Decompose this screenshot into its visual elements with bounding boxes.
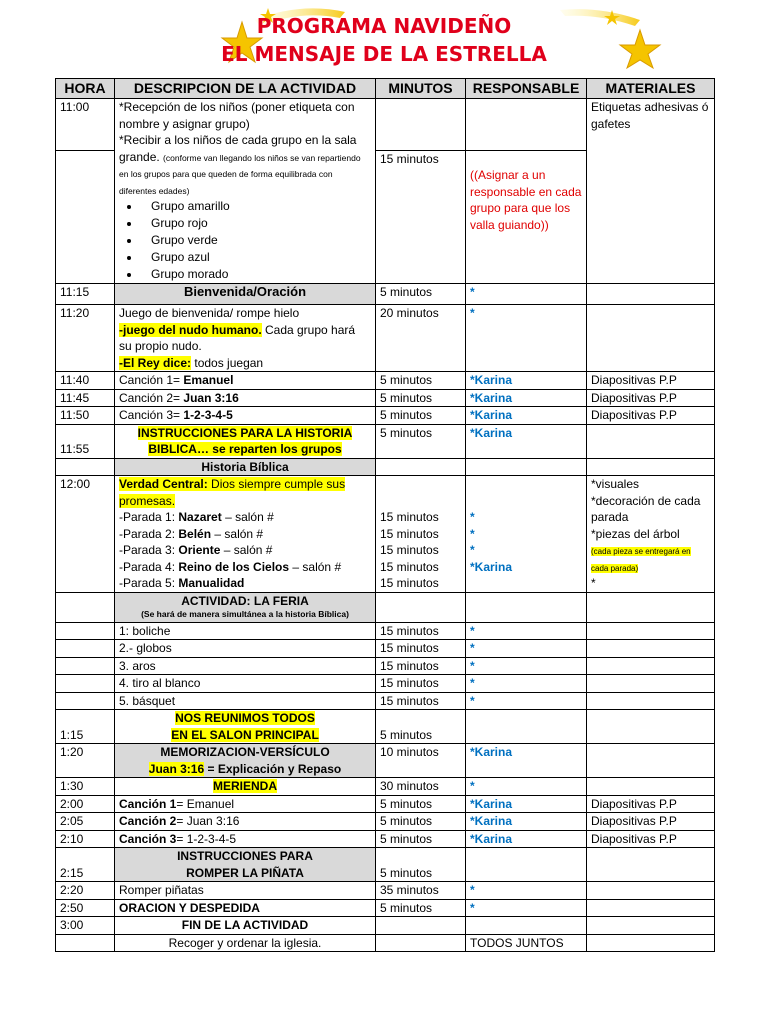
responsible-cell: * (466, 657, 587, 675)
memorization-detail (119, 761, 371, 778)
time-cell (56, 934, 115, 952)
table-row (56, 458, 715, 476)
table-row (56, 917, 715, 935)
simon-says-text: todos juegan (191, 355, 264, 370)
responsible-cell: *Karina (466, 424, 587, 458)
table-row (56, 622, 715, 640)
list-item: -Parada 1: Nazaret – salón # (119, 510, 274, 524)
minutes-cell: 5 minutos (376, 424, 466, 458)
simon-says-line (119, 355, 371, 372)
table-row (56, 692, 715, 710)
minutes-cell: 15 minutos (376, 151, 466, 284)
table-row (56, 710, 715, 744)
minutes-cell: 15 minutos (376, 675, 466, 693)
table-row (56, 476, 715, 593)
time-cell (56, 622, 115, 640)
receive-line (119, 132, 371, 198)
simon-says-label: -El Rey dice: (119, 355, 192, 370)
human-knot-line (119, 322, 371, 355)
minutes-cell: 15 minutos (376, 640, 466, 658)
song-prefix: Canción 2= (119, 390, 184, 405)
list-item: -Parada 5: Manualidad (119, 576, 245, 590)
materials-cell (587, 899, 715, 917)
minutes-cell: 15 minutos (376, 622, 466, 640)
table-row (56, 744, 715, 778)
time-cell: 3:00 (56, 917, 115, 935)
description-cell (115, 372, 376, 390)
verse-detail: = Explicación y Repaso (204, 761, 342, 776)
description-cell: FIN DE LA ACTIVIDAD (115, 917, 376, 935)
song-prefix: Canción 3= (119, 408, 184, 422)
table-row (56, 424, 715, 458)
time-cell (56, 640, 115, 658)
central-truth-label: Verdad Central: (119, 477, 208, 491)
table-row (56, 934, 715, 952)
list-item: -Parada 3: Oriente – salón # (119, 543, 273, 557)
time-cell: 11:55 (56, 424, 115, 458)
minutes-cell: 15 minutos 15 minutos 15 minutos 15 minutos 15 minutos (376, 476, 466, 593)
time-cell: 12:00 (56, 476, 115, 593)
song-title: = Juan 3:16 (176, 814, 240, 828)
responsible-cell: * (466, 675, 587, 693)
list-item: -Parada 2: Belén – salón # (119, 526, 264, 541)
description-cell: Bienvenida/Oración (115, 284, 376, 305)
gather-line-2: EN EL SALON PRINCIPAL (171, 727, 319, 742)
table-row (56, 795, 715, 813)
header (0, 0, 768, 78)
reception-text: *Recepción de los niños (poner etiqueta con nombre y asignar grupo) (119, 100, 355, 131)
instructions-line-2: BIBLICA… se reparten los grupos (148, 442, 342, 456)
time-cell (56, 657, 115, 675)
minutes-cell: 5 minutos (376, 795, 466, 813)
list-item: • Grupo azul (141, 249, 371, 266)
materials-cell (587, 622, 715, 640)
col-header-hora: HORA (56, 79, 115, 99)
materials-cell: Diapositivas P.P (587, 813, 715, 831)
description-cell: 3. aros (115, 657, 376, 675)
central-truth-text: Dios siempre cumple sus promesas. (119, 477, 346, 508)
minutes-cell: 10 minutos (376, 744, 466, 778)
minutes-cell (376, 458, 466, 476)
description-cell (115, 305, 376, 372)
table-row (56, 675, 715, 693)
time-cell: 2:20 (56, 882, 115, 900)
minutes-cell: 5 minutos (376, 899, 466, 917)
time-cell (56, 692, 115, 710)
responsible-cell: * * * *Karina (466, 476, 587, 593)
materials-cell (587, 284, 715, 305)
table-header-row (56, 79, 715, 99)
time-cell (56, 458, 115, 476)
song-title: Emanuel (183, 373, 234, 387)
table-row (56, 657, 715, 675)
minutes-cell: 5 minutos (376, 389, 466, 407)
table-row (56, 389, 715, 407)
list-item: • Grupo amarillo (141, 198, 371, 215)
time-cell (56, 675, 115, 693)
responsible-cell: * (466, 882, 587, 900)
materials-cell: Diapositivas P.P (587, 407, 715, 425)
human-knot-text: Cada grupo hará su propio nudo. (119, 322, 356, 353)
materials-cell (587, 675, 715, 693)
list-item: • Grupo rojo (141, 215, 371, 232)
receive-text: *Recibir a los niños de cada grupo en la sala grande. (119, 133, 357, 164)
time-cell: 11:00 (56, 99, 115, 151)
minutes-cell: 5 minutos (376, 830, 466, 848)
stars-decoration (0, 0, 768, 78)
instructions-line-1: INSTRUCCIONES PARA LA HISTORIA (137, 425, 353, 440)
feria-note: (Se hará de manera simultánea a la historia Bíblica) (141, 609, 349, 619)
time-cell: 2:10 (56, 830, 115, 848)
description-cell: 5. básquet (115, 692, 376, 710)
table-row (56, 372, 715, 390)
description-cell (115, 424, 376, 458)
responsible-cell (466, 592, 587, 622)
description-cell (115, 813, 376, 831)
verse-ref: Juan 3:16 (148, 761, 205, 776)
song-prefix: Canción 1= (119, 373, 184, 387)
minutes-cell (376, 917, 466, 935)
table-row (56, 830, 715, 848)
time-cell: 11:45 (56, 389, 115, 407)
title-line-1: PROGRAMA NAVIDEÑO (256, 14, 512, 38)
section-label: Historia Bíblica (115, 458, 376, 476)
song-title: Juan 3:16 (183, 390, 239, 405)
responsible-cell: *Karina (466, 830, 587, 848)
materials-cell: Diapositivas P.P (587, 795, 715, 813)
description-cell: Romper piñatas (115, 882, 376, 900)
materials-cell: Diapositivas P.P (587, 830, 715, 848)
pinata-instructions-line-2: ROMPER LA PIÑATA (186, 865, 304, 880)
description-cell: Recoger y ordenar la iglesia. (115, 934, 376, 952)
materials-note: (cada pieza se entregará en cada parada) (591, 547, 691, 573)
feria-title: ACTIVIDAD: LA FERIA (181, 593, 309, 608)
col-header-minutos: MINUTOS (376, 79, 466, 99)
time-cell (56, 592, 115, 622)
table-row (56, 882, 715, 900)
responsible-cell (466, 458, 587, 476)
time-cell: 11:40 (56, 372, 115, 390)
col-header-descripcion: DESCRIPCION DE LA ACTIVIDAD (115, 79, 376, 99)
description-cell (115, 99, 376, 284)
table-row (56, 899, 715, 917)
responsible-cell: * (466, 778, 587, 796)
minutes-cell: 30 minutos (376, 778, 466, 796)
responsible-note: ((Asignar a un responsable en cada grupo para que los valla guiando)) (470, 168, 582, 232)
time-cell: 1:30 (56, 778, 115, 796)
memorization-title: MEMORIZACION-VERSÍCULO (160, 745, 330, 759)
song-prefix: Canción 1 (119, 796, 177, 811)
materials-cell (587, 882, 715, 900)
title-line-2: EL MENSAJE DE LA ESTRELLA (221, 42, 547, 66)
description-cell (115, 744, 376, 778)
time-cell: 1:20 (56, 744, 115, 778)
human-knot-label: -juego del nudo humano. (119, 322, 262, 337)
responsible-cell: * (466, 640, 587, 658)
minutes-cell: 15 minutos (376, 692, 466, 710)
materials-cell (587, 424, 715, 458)
description-cell: 4. tiro al blanco (115, 675, 376, 693)
time-cell: 2:05 (56, 813, 115, 831)
materials-cell (587, 917, 715, 935)
responsible-cell (466, 848, 587, 882)
description-cell (115, 848, 376, 882)
time-cell: 11:15 (56, 284, 115, 305)
table-row (56, 592, 715, 622)
responsible-cell: *Karina (466, 813, 587, 831)
description-cell: ORACION Y DESPEDIDA (115, 899, 376, 917)
col-header-responsable: RESPONSABLE (466, 79, 587, 99)
gather-line-1: NOS REUNIMOS TODOS (175, 711, 315, 725)
table-row (56, 848, 715, 882)
materials-cell (587, 305, 715, 372)
responsible-cell: * (466, 305, 587, 372)
responsible-cell: *Karina (466, 372, 587, 390)
group-list (119, 198, 371, 283)
responsible-cell: * (466, 692, 587, 710)
song-prefix: Canción 3 (119, 831, 177, 846)
description-cell (115, 476, 376, 593)
responsible-cell (466, 710, 587, 744)
materials-cell (587, 458, 715, 476)
materials-cell (587, 710, 715, 744)
time-cell: 11:50 (56, 407, 115, 425)
time-cell: 2:15 (56, 848, 115, 882)
responsible-cell (466, 917, 587, 935)
description-cell (115, 389, 376, 407)
minutes-cell: 5 minutos (376, 372, 466, 390)
receive-note: (conforme van llegando los niños se van repartiendo en los grupos para que queden de forma equilibrada con diferentes edades) (119, 152, 361, 196)
minutes-cell: 5 minutos (376, 848, 466, 882)
materials-cell (587, 848, 715, 882)
materials-cell: Diapositivas P.P (587, 372, 715, 390)
minutes-cell: 5 minutos (376, 284, 466, 305)
materials-cell: Diapositivas P.P (587, 389, 715, 407)
minutes-cell: 20 minutos (376, 305, 466, 372)
table-row (56, 407, 715, 425)
responsible-cell: *Karina (466, 389, 587, 407)
central-truth (119, 476, 371, 509)
materials-cell (587, 934, 715, 952)
table-row (56, 813, 715, 831)
materials-cell (587, 657, 715, 675)
materials-cell (587, 592, 715, 622)
minutes-cell: 35 minutos (376, 882, 466, 900)
table-row (56, 640, 715, 658)
responsible-cell: * (466, 622, 587, 640)
responsible-cell: * (466, 284, 587, 305)
song-title: = 1-2-3-4-5 (176, 831, 237, 846)
materials-cell (587, 640, 715, 658)
time-cell: 1:15 (56, 710, 115, 744)
minutes-cell: 5 minutos (376, 813, 466, 831)
minutes-cell (376, 99, 466, 151)
table-row (56, 778, 715, 796)
time-cell (56, 151, 115, 284)
description-cell (115, 710, 376, 744)
table-row (56, 284, 715, 305)
minutes-cell: 5 minutos (376, 407, 466, 425)
responsible-cell (466, 151, 587, 284)
description-cell (115, 795, 376, 813)
list-item: • Grupo morado (141, 266, 371, 283)
time-cell: 11:20 (56, 305, 115, 372)
description-cell (115, 830, 376, 848)
minutes-cell: 5 minutos (376, 710, 466, 744)
snack-label: MERIENDA (212, 779, 277, 793)
responsible-cell: * (466, 899, 587, 917)
icebreaker-text: Juego de bienvenida/ rompe hielo (119, 306, 300, 320)
list-item: -Parada 4: Reino de los Cielos – salón # (119, 559, 342, 574)
list-item: • Grupo verde (141, 232, 371, 249)
responsible-cell: TODOS JUNTOS (466, 934, 587, 952)
responsible-cell (466, 99, 587, 151)
materials-cell (587, 744, 715, 778)
minutes-cell: 15 minutos (376, 657, 466, 675)
song-prefix: Canción 2 (119, 814, 177, 828)
song-title: 1-2-3-4-5 (183, 408, 233, 422)
description-cell (115, 407, 376, 425)
materials-cell (587, 778, 715, 796)
materials-cell (587, 692, 715, 710)
materials-cell: *visuales *decoración de cada parada *piezas del árbol (cada pieza se entregará en cada parada) * (587, 476, 715, 593)
description-cell: 2.- globos (115, 640, 376, 658)
table-row (56, 99, 715, 151)
minutes-cell (376, 934, 466, 952)
song-title: = Emanuel (176, 796, 235, 811)
col-header-materiales: MATERIALES (587, 79, 715, 99)
materials-cell: Etiquetas adhesivas ó gafetes (587, 99, 715, 284)
table-row (56, 305, 715, 372)
responsible-cell: *Karina (466, 407, 587, 425)
pinata-instructions-line-1: INSTRUCCIONES PARA (177, 849, 313, 863)
time-cell: 2:00 (56, 795, 115, 813)
schedule-table (55, 78, 715, 952)
time-cell: 2:50 (56, 899, 115, 917)
section-label (115, 592, 376, 622)
responsible-cell: *Karina (466, 744, 587, 778)
description-cell: 1: boliche (115, 622, 376, 640)
responsible-cell: *Karina (466, 795, 587, 813)
minutes-cell (376, 592, 466, 622)
description-cell (115, 778, 376, 796)
